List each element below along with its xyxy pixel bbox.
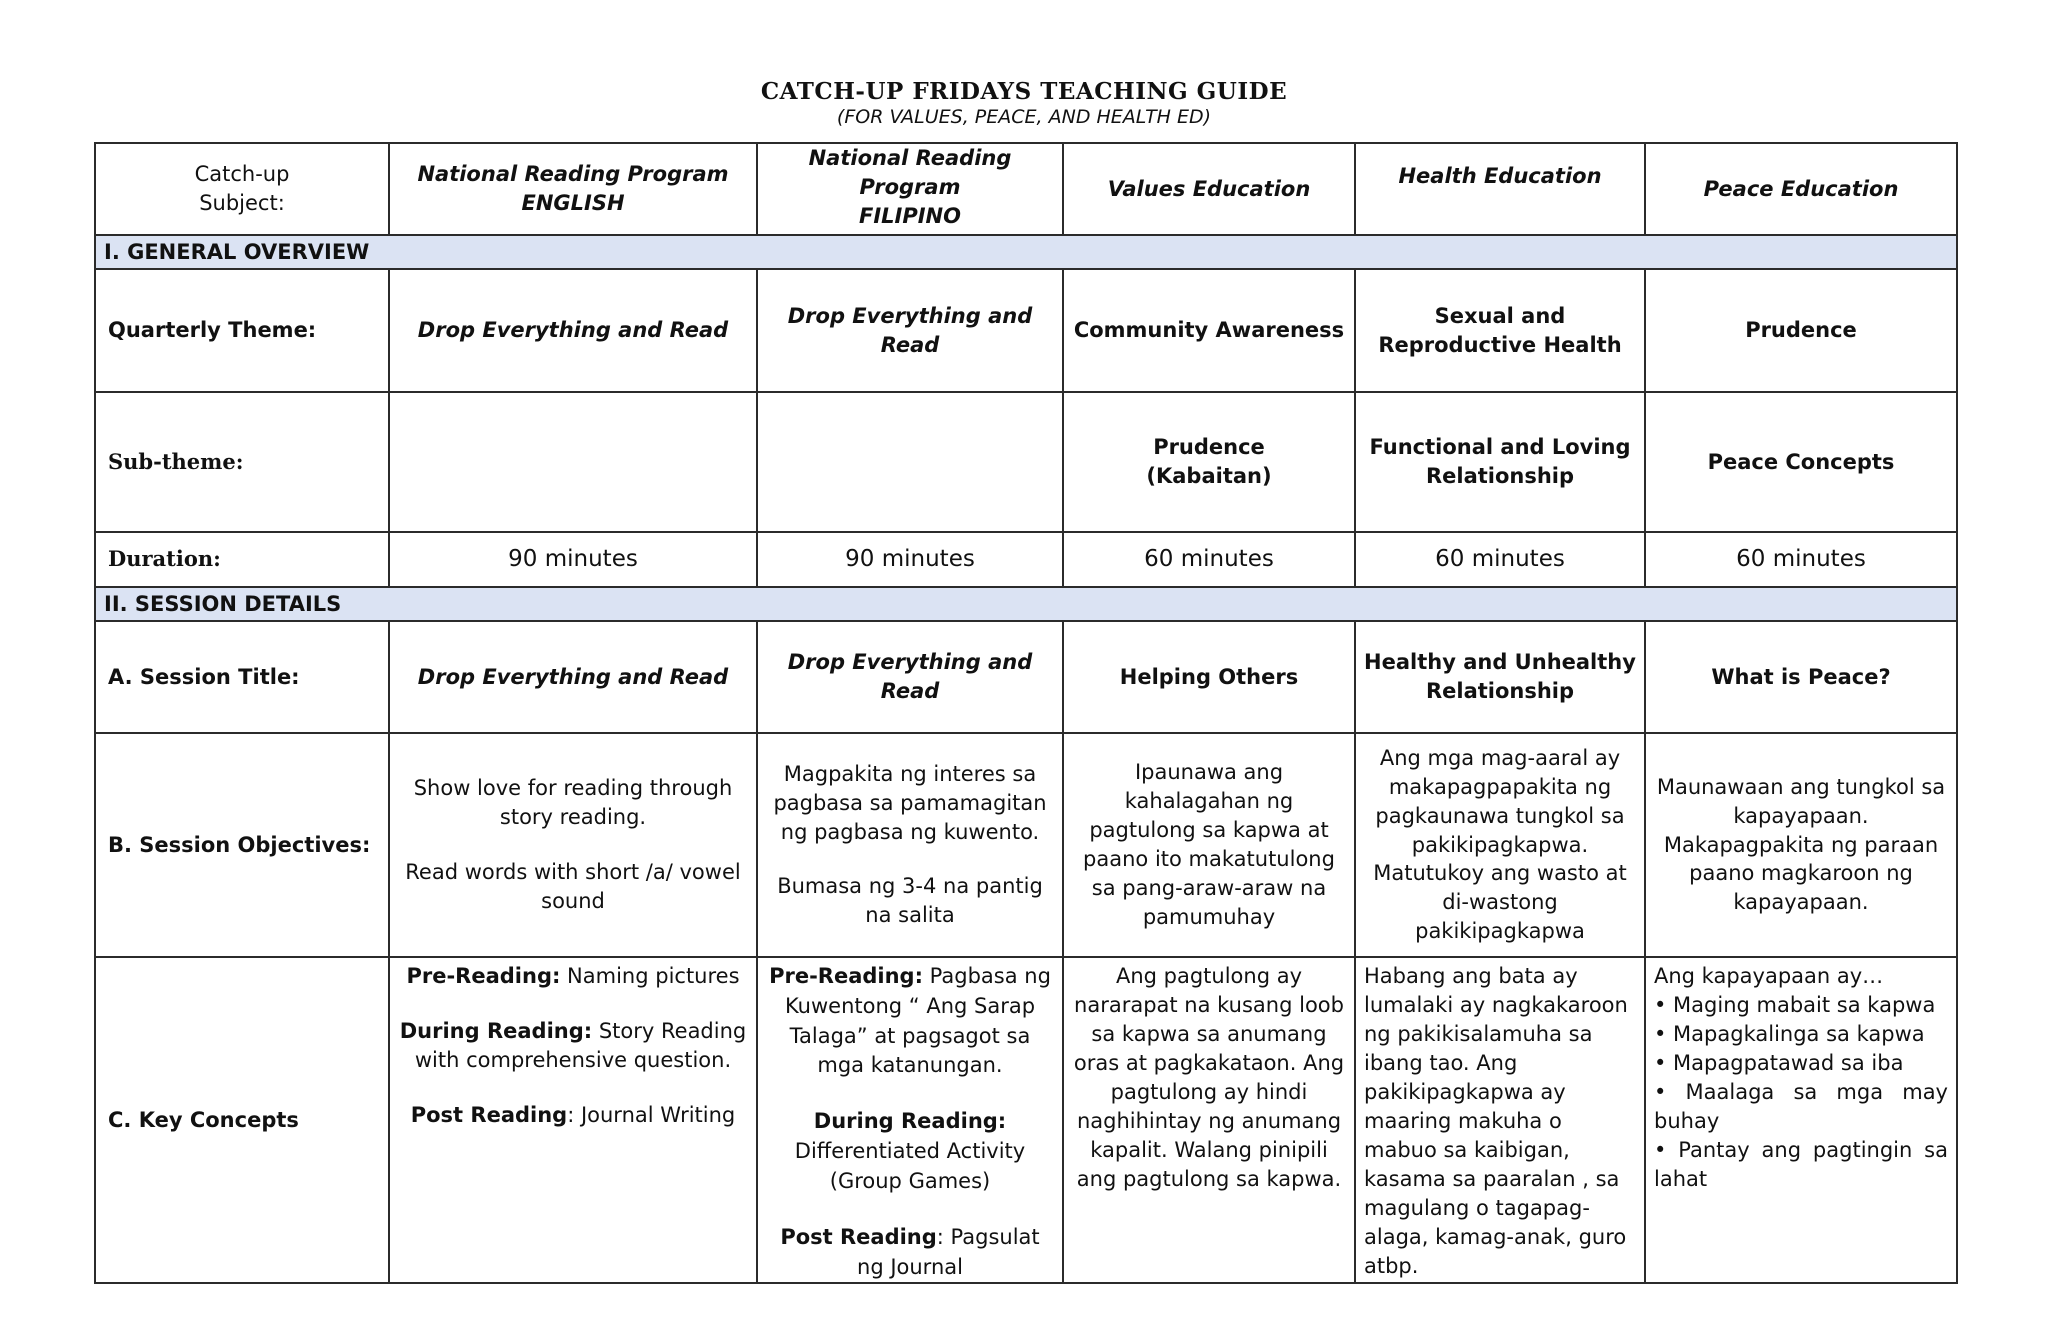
key-concepts-row <box>95 957 1957 1283</box>
session-title-filipino: Drop Everything and Read <box>757 621 1063 733</box>
sub-theme-row <box>95 392 1957 532</box>
key-concepts-peace <box>1645 957 1957 1283</box>
duration-filipino: 90 minutes <box>757 532 1063 587</box>
subject-values-education: Values Education <box>1063 143 1355 235</box>
session-title-row <box>95 621 1957 733</box>
quarterly-theme-label: Quarterly Theme: <box>95 269 389 392</box>
duration-health: 60 minutes <box>1355 532 1645 587</box>
teaching-guide-table <box>94 142 1958 1284</box>
key-concepts-filipino: Pre-Reading: Pagbasa ng Kuwentong “ Ang Sarap Talaga” at pagsagot sa mga katanungan. During Reading: Differentiated Activity (Group Games) Post Reading: Pagsulat ng Journal <box>757 957 1063 1283</box>
objectives-filipino: Magpakita ng interes sa pagbasa sa pamamagitan ng pagbasa ng kuwento. Bumasa ng 3-4 na pantig na salita <box>757 733 1063 957</box>
key-concepts-values: Ang pagtulong ay nararapat na kusang loob sa kapwa sa anumang oras at pagkakataon. Ang pagtulong ay hindi naghihintay ng anumang kapalit. Walang pinipili ang pagtulong sa kapwa. <box>1063 957 1355 1283</box>
quarterly-theme-row <box>95 269 1957 392</box>
duration-peace: 60 minutes <box>1645 532 1957 587</box>
theme-values: Community Awareness <box>1063 269 1355 392</box>
key-concepts-label: C. Key Concepts <box>95 957 389 1283</box>
document-subtitle: (FOR VALUES, PEACE, AND HEALTH ED) <box>836 106 1212 128</box>
peace-intro: Ang kapayapaan ay… <box>1654 964 1884 988</box>
session-title-english: Drop Everything and Read <box>389 621 757 733</box>
document-title: CATCH-UP FRIDAYS TEACHING GUIDE <box>760 78 1288 105</box>
list-item: • Maalaga sa mga may buhay <box>1654 1079 1948 1133</box>
objectives-english: Show love for reading through story reading. Read words with short /a/ vowel sound <box>389 733 757 957</box>
session-objectives-row <box>95 733 1957 957</box>
subject-english: National Reading Program ENGLISH <box>389 143 757 235</box>
theme-english: Drop Everything and Read <box>389 269 757 392</box>
list-item: • Mapagkalinga sa kapwa <box>1654 1021 1925 1046</box>
subtheme-filipino <box>757 392 1063 532</box>
list-item: • Pantay ang pagtingin sa lahat <box>1654 1137 1948 1191</box>
duration-label: Duration: <box>95 532 389 587</box>
subtheme-values: Prudence (Kabaitan) <box>1063 392 1355 532</box>
session-title-health: Healthy and Unhealthy Relationship <box>1355 621 1645 733</box>
duration-row <box>95 532 1957 587</box>
theme-health: Sexual and Reproductive Health <box>1355 269 1645 392</box>
section-general-overview: I. GENERAL OVERVIEW <box>95 235 1957 269</box>
list-item: • Mapagpatawad sa iba <box>1654 1050 1904 1075</box>
key-concepts-english: Pre-Reading: Naming pictures During Reading: Story Reading with comprehensive question. Post Reading: Journal Writing <box>389 957 757 1283</box>
theme-peace: Prudence <box>1645 269 1957 392</box>
subject-peace-education: Peace Education <box>1645 143 1957 235</box>
subject-filipino: National Reading Program FILIPINO <box>757 143 1063 235</box>
subtheme-peace: Peace Concepts <box>1645 392 1957 532</box>
session-title-peace: What is Peace? <box>1645 621 1957 733</box>
duration-english: 90 minutes <box>389 532 757 587</box>
subtheme-health: Functional and Loving Relationship <box>1355 392 1645 532</box>
catch-up-subject-label: Catch-up Subject: <box>95 143 389 235</box>
session-title-label: A. Session Title: <box>95 621 389 733</box>
subtheme-english <box>389 392 757 532</box>
theme-filipino: Drop Everything and Read <box>757 269 1063 392</box>
session-objectives-label: B. Session Objectives: <box>95 733 389 957</box>
objectives-values: Ipaunawa ang kahalagahan ng pagtulong sa kapwa at paano ito makatutulong sa pang-araw-araw na pamumuhay <box>1063 733 1355 957</box>
subject-health-education: Health Education <box>1355 143 1645 235</box>
duration-values: 60 minutes <box>1063 532 1355 587</box>
section-session-details: II. SESSION DETAILS <box>95 587 1957 621</box>
objectives-peace: Maunawaan ang tungkol sa kapayapaan. Makapagpakita ng paraan paano magkaroon ng kapayapaan. <box>1645 733 1957 957</box>
session-title-values: Helping Others <box>1063 621 1355 733</box>
list-item: • Maging mabait sa kapwa <box>1654 992 1936 1017</box>
objectives-health: Ang mga mag-aaral ay makapagpapakita ng pagkaunawa tungkol sa pakikipagkapwa. Matutukoy ang wasto at di-wastong pakikipagkapwa <box>1355 733 1645 957</box>
sub-theme-label: Sub-theme: <box>95 392 389 532</box>
subject-header-row <box>95 143 1957 235</box>
key-concepts-health: Habang ang bata ay lumalaki ay nagkakaroon ng pakikisalamuha sa ibang tao. Ang pakikipagkapwa ay maaring makuha o mabuo sa kaibigan, kasama sa paaralan , sa magulang o tagapag-alaga, kamag-anak, guro atbp. <box>1355 957 1645 1283</box>
